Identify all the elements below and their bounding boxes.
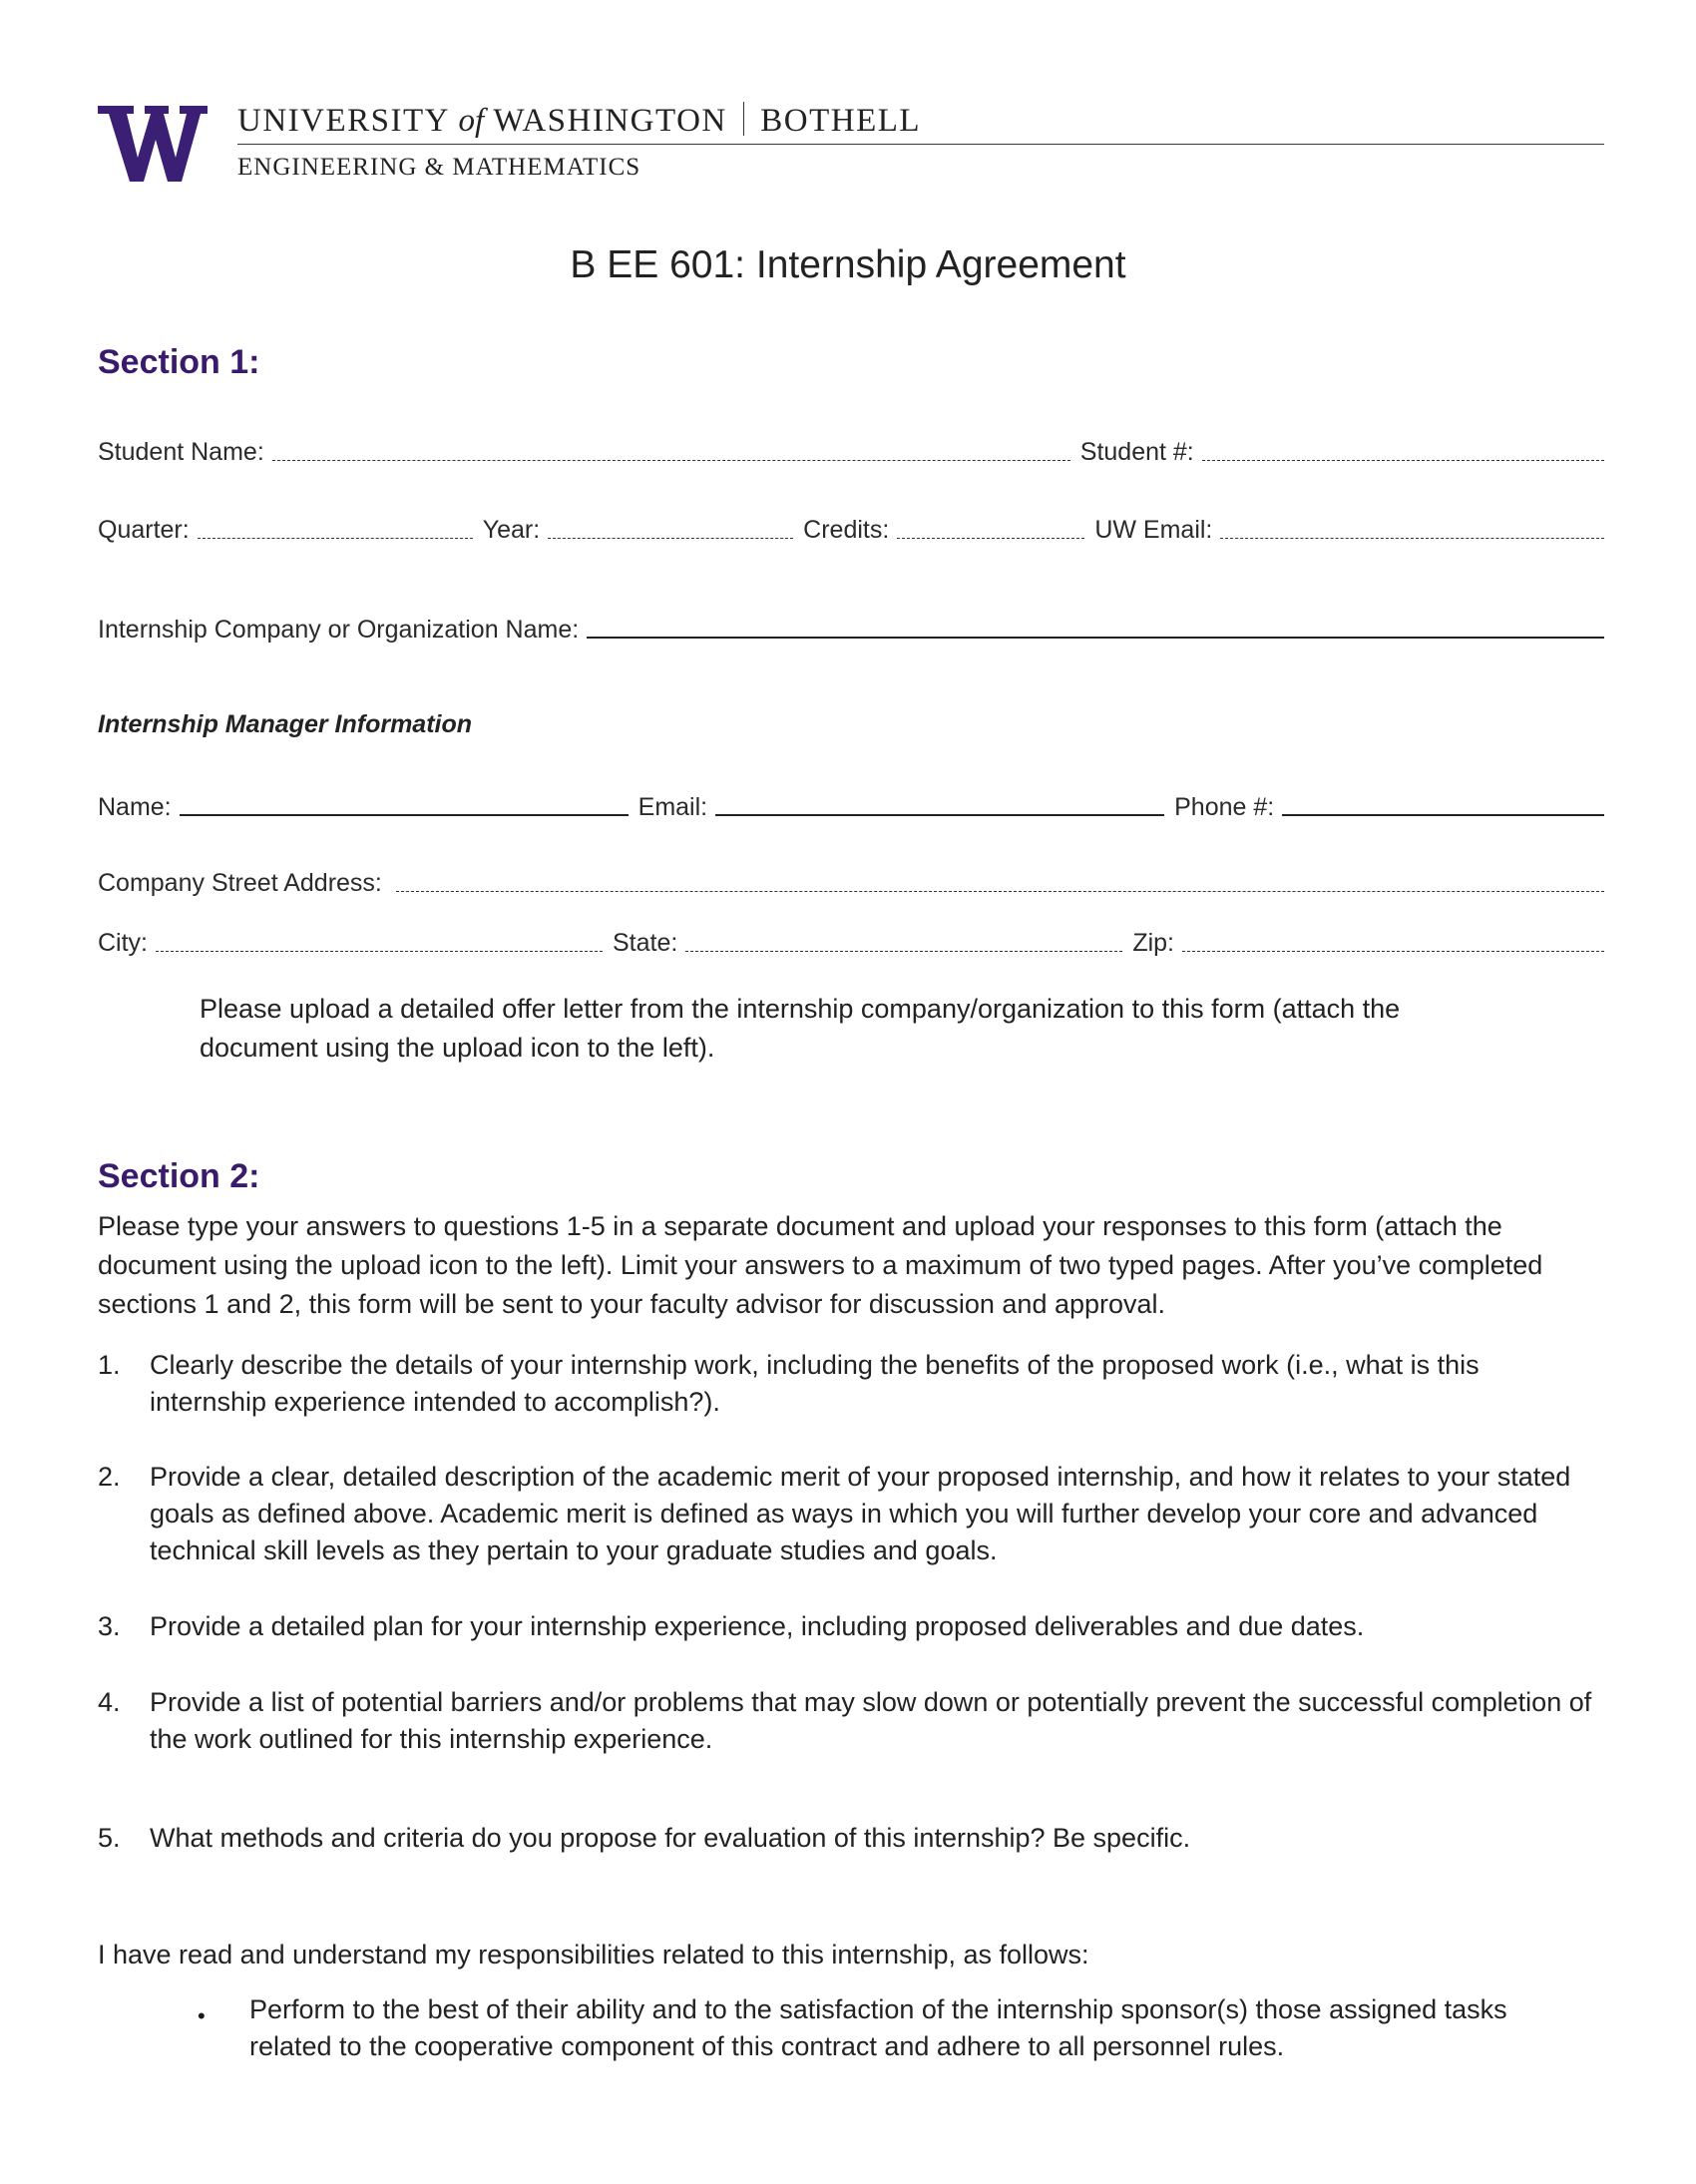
- zip-label: Zip:: [1132, 929, 1175, 957]
- term-row: [98, 509, 1604, 545]
- uw-email-label: UW Email:: [1094, 516, 1213, 544]
- manager-email-field[interactable]: [715, 814, 1164, 816]
- manager-row: [98, 786, 1604, 822]
- student-name-field[interactable]: [272, 460, 1070, 461]
- company-name-field[interactable]: [587, 637, 1604, 639]
- question-text: What methods and criteria do you propose for evaluation of this internship? Be specific.: [150, 1823, 1191, 1853]
- name-divider: [743, 102, 745, 136]
- street-address-label: Company Street Address:: [98, 869, 382, 897]
- manager-name-label: Name:: [98, 793, 172, 821]
- question-text: Provide a detailed plan for your internship experience, including proposed deliverables and due dates.: [150, 1611, 1365, 1641]
- department-name: ENGINEERING & MATHEMATICS: [237, 154, 641, 181]
- credits-label: Credits:: [803, 516, 890, 544]
- section2-intro: Please type your answers to questions 1-5 in a separate document and upload your responses to this form (attach the document using the upload icon to the left). Limit your answers to a maximum of two typed pages. After you’ve completed sections 1 and 2, this form will be sent to your faculty advisor for discussion and approval.: [98, 1211, 1543, 1319]
- credits-field[interactable]: [897, 538, 1084, 539]
- quarter-label: Quarter:: [98, 516, 190, 544]
- uw-w-logo-icon: [98, 106, 208, 182]
- section2-heading: Section 2:: [98, 1157, 260, 1195]
- student-number-field[interactable]: [1202, 460, 1604, 461]
- zip-field[interactable]: [1182, 951, 1604, 952]
- document-title: B EE 601: Internship Agreement: [570, 243, 1126, 286]
- street-address-field[interactable]: [396, 891, 1604, 892]
- city-state-zip-row: [98, 922, 1604, 958]
- year-label: Year:: [482, 516, 541, 544]
- manager-phone-field[interactable]: [1282, 814, 1604, 816]
- bullet-icon: •: [198, 2003, 206, 2028]
- manager-name-field[interactable]: [180, 814, 629, 816]
- company-name-label: Internship Company or Organization Name:: [98, 616, 580, 644]
- question-text: Provide a clear, detailed description of the academic merit of your proposed internship, and how it relates to your stated goals as defined above. Academic merit is defined as ways in which you will further develop your core and advanced technical skill levels as they pertain to your graduate studies and goals.: [150, 1462, 1571, 1565]
- question-number: 5.: [98, 1823, 121, 1853]
- city-label: City:: [98, 929, 148, 957]
- year-field[interactable]: [548, 538, 793, 539]
- manager-phone-label: Phone #:: [1174, 793, 1275, 821]
- student-number-label: Student #:: [1079, 438, 1194, 466]
- student-row: [98, 431, 1604, 467]
- question-number: 2.: [98, 1462, 121, 1492]
- responsibilities-intro: I have read and understand my responsibilities related to this internship, as follows:: [98, 1940, 1089, 1969]
- university-name: UNIVERSITY of WASHINGTON BOTHELL: [237, 103, 922, 139]
- manager-email-label: Email:: [637, 793, 708, 821]
- question-number: 3.: [98, 1611, 121, 1641]
- question-text: Provide a list of potential barriers and/or problems that may slow down or potentially prevent the successful completion of the work outlined for this internship experience.: [150, 1687, 1592, 1754]
- university-name-bar: [237, 100, 1604, 145]
- letterhead: [98, 100, 1604, 190]
- student-name-label: Student Name:: [98, 438, 264, 466]
- quarter-field[interactable]: [198, 538, 473, 539]
- section1-heading: Section 1:: [98, 343, 260, 381]
- uw-email-field[interactable]: [1220, 538, 1604, 539]
- state-field[interactable]: [685, 951, 1122, 952]
- street-row: [98, 862, 1604, 898]
- manager-info-heading: Internship Manager Information: [98, 710, 473, 738]
- city-field[interactable]: [156, 951, 603, 952]
- question-number: 1.: [98, 1350, 121, 1380]
- question-number: 4.: [98, 1687, 121, 1717]
- state-label: State:: [613, 929, 678, 957]
- question-text: Clearly describe the details of your internship work, including the benefits of the proposed work (i.e., what is this internship experience intended to accomplish?).: [150, 1350, 1480, 1417]
- company-row: [98, 609, 1604, 645]
- upload-offer-note: Please upload a detailed offer letter from the internship company/organization to this form (attach the document using the upload icon to the left).: [200, 994, 1401, 1063]
- responsibility-item: Perform to the best of their ability and to the satisfaction of the internship sponsor(s) those assigned tasks related to the cooperative component of this contract and adhere to all personnel rules.: [249, 1994, 1507, 2061]
